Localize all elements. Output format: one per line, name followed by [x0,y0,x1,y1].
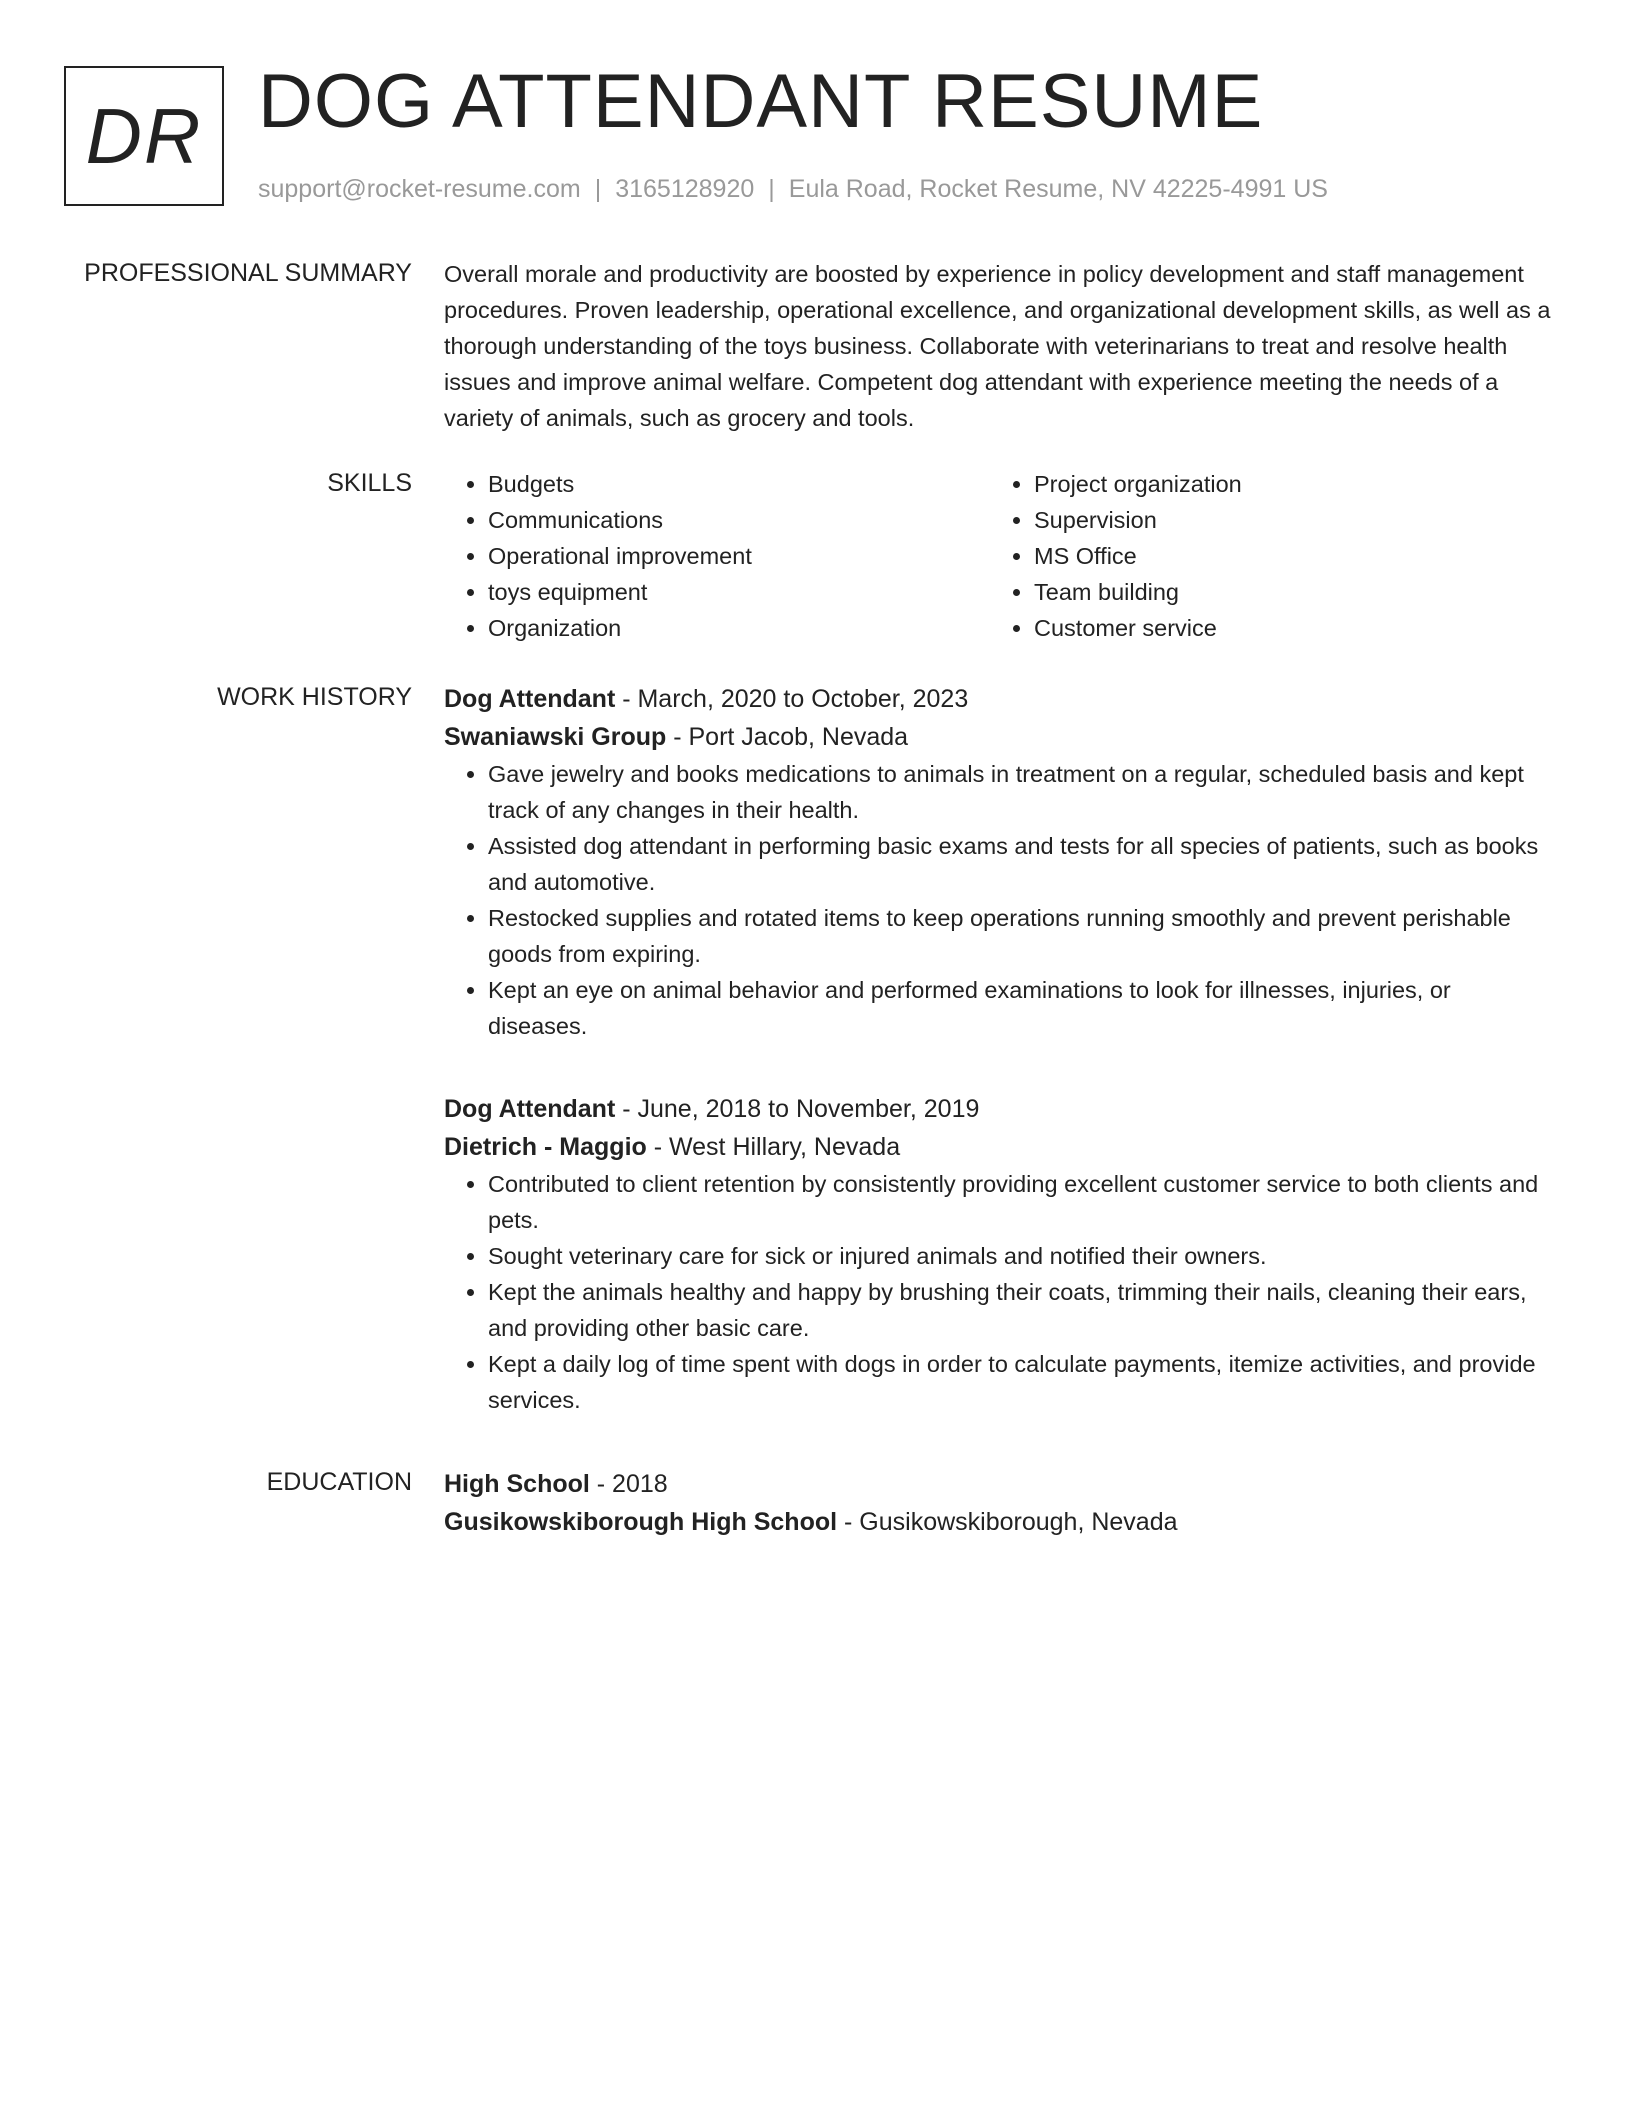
education-degree-line [444,1465,1556,1503]
contact-email[interactable]: support@rocket-resume.com [258,175,581,203]
job-company-line [444,1128,1556,1166]
job-location: - West Hillary, Nevada [646,1133,901,1161]
education-degree: High School [444,1470,590,1498]
skills-list-left [444,466,990,646]
skill-item: • Customer service [1034,610,1536,646]
job-title-line [444,680,1556,718]
job-duty: • Assisted dog attendant in performing basic exams and tests for all species of patients, such as books and automotive. [488,828,1556,900]
education-school: Gusikowskiborough High School [444,1508,838,1536]
skill-item: • Communications [488,502,990,538]
summary-text: Overall morale and productivity are boosted by experience in policy development and staff management procedures. Proven leadership, operational excellence, and organizational development skills, as well as a thorough understanding of the toys business. Collaborate with veterinarians to treat and resolve health issues and improve animal welfare. Competent dog attendant with experience meeting the needs of a variety of animals, such as grocery and tools. [444,261,1551,431]
section-label-summary: PROFESSIONAL SUMMARY [84,259,412,287]
section-label-skills: SKILLS [327,469,412,497]
job-entry [444,1090,1556,1418]
job-location: - Port Jacob, Nevada [666,723,909,751]
education-school-line [444,1503,1556,1541]
skill-item: • Operational improvement [488,538,990,574]
job-title: Dog Attendant [444,685,616,713]
job-duty: • Contributed to client retention by consistently providing excellent customer service to both clients and pets. [488,1166,1556,1238]
contact-separator: | [768,175,775,203]
job-dates: - March, 2020 to October, 2023 [615,685,969,713]
monogram-logo: DR [64,66,224,206]
job-duty: • Gave jewelry and books medications to animals in treatment on a regular, scheduled basis and kept track of any changes in their health. [488,756,1556,828]
job-duty: • Kept the animals healthy and happy by brushing their coats, trimming their nails, cleaning their ears, and providing other basic care. [488,1274,1556,1346]
skill-item: • Organization [488,610,990,646]
skills-list-right [990,466,1536,646]
job-duty: • Restocked supplies and rotated items to keep operations running smoothly and prevent perishable goods from expiring. [488,900,1556,972]
section-label-work-history: WORK HISTORY [217,683,412,711]
education-location: - Gusikowskiborough, Nevada [837,1508,1178,1536]
contact-separator: | [594,175,602,203]
skill-item: • Team building [1034,574,1536,610]
skill-item: • MS Office [1034,538,1536,574]
job-company-line [444,718,1556,756]
skill-item: • Project organization [1034,466,1536,502]
job-duties-list [444,1166,1556,1418]
section-label-education: EDUCATION [266,1468,412,1496]
job-company: Dietrich - Maggio [444,1133,647,1161]
job-duty: • Kept a daily log of time spent with dogs in order to calculate payments, itemize activities, and provide services. [488,1346,1556,1418]
job-company: Swaniawski Group [444,723,667,751]
education-entry [444,1465,1556,1541]
job-title-line [444,1090,1556,1128]
job-duties-list [444,756,1556,1044]
skill-item: • Supervision [1034,502,1536,538]
job-title: Dog Attendant [444,1095,616,1123]
contact-phone[interactable]: 3165128920 [615,175,755,203]
page-title: DOG ATTENDANT RESUME [258,59,1264,144]
job-dates: - June, 2018 to November, 2019 [615,1095,980,1123]
education-year: - 2018 [589,1470,668,1498]
skill-item: • toys equipment [488,574,990,610]
contact-address: Eula Road, Rocket Resume, NV 42225-4991 US [788,175,1328,203]
contact-line [258,172,1328,206]
skill-item: • Budgets [488,466,990,502]
job-duty: • Sought veterinary care for sick or injured animals and notified their owners. [488,1238,1556,1274]
job-duty: • Kept an eye on animal behavior and performed examinations to look for illnesses, injuries, or diseases. [488,972,1556,1044]
job-entry [444,680,1556,1044]
